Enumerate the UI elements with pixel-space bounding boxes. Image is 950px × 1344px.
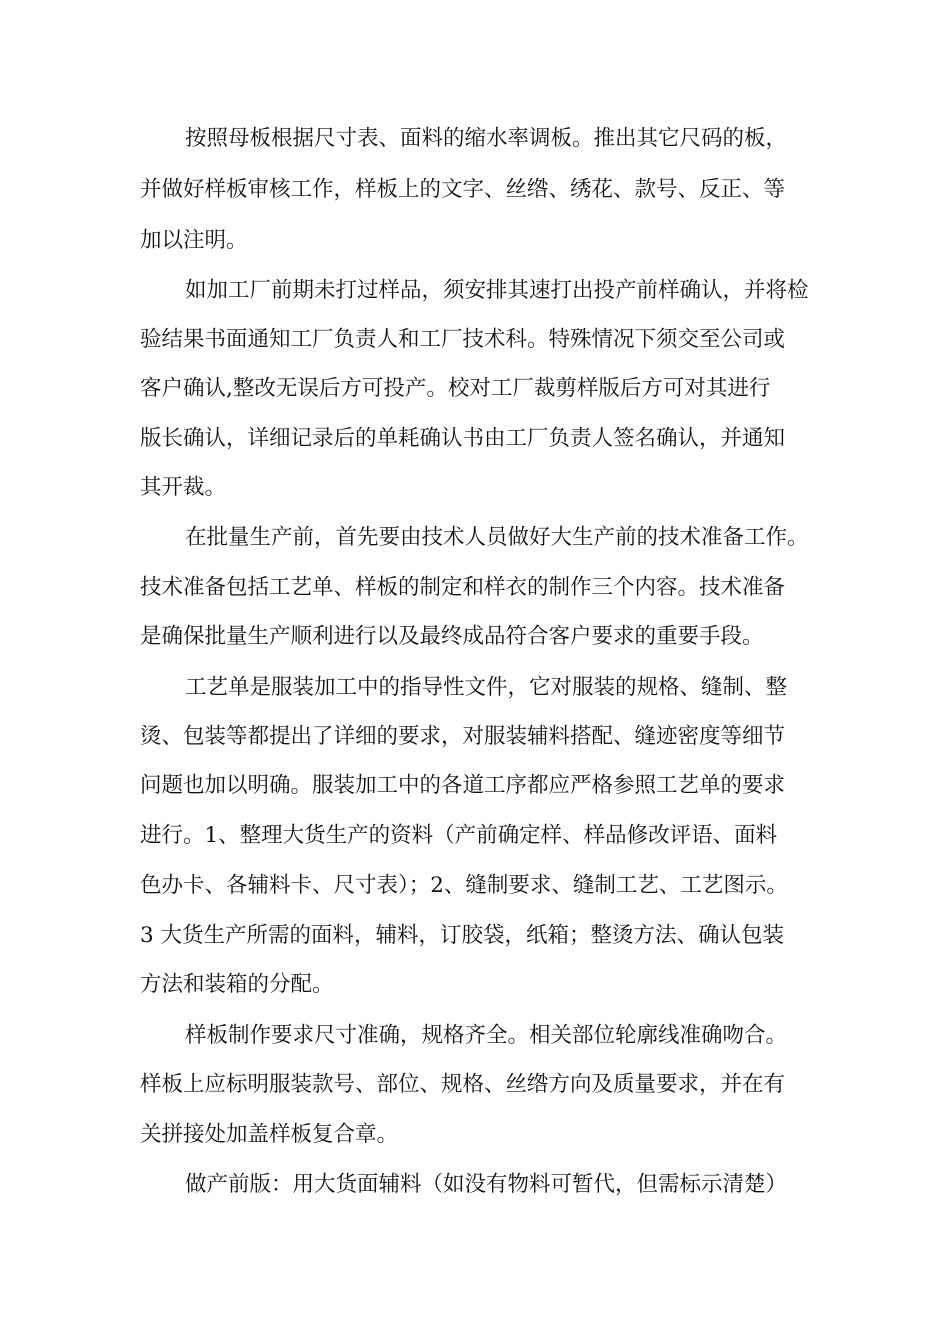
paragraph-2-line-3: 客户确认,整改无误后方可投产。校对工厂裁剪样版后方可对其进行 [140, 376, 771, 401]
paragraph-1-line-1: 按照母板根据尺寸表、面料的缩水率调板。推出其它尺码的板， [185, 126, 788, 151]
paragraph-3-line-2: 技术准备包括工艺单、样板的制定和样衣的制作三个内容。技术准备 [140, 575, 786, 600]
paragraph-4-line-6: 3 大货生产所需的面料，辅料，订胶袋，纸箱；整烫方法、确认包装 [140, 923, 785, 948]
paragraph-1-line-3: 加以注明。 [140, 228, 248, 253]
paragraph-4-line-2: 烫、包装等都提出了详细的要求，对服装辅料搭配、缝迹密度等细节 [140, 724, 786, 749]
paragraph-4-line-7: 方法和装箱的分配。 [140, 972, 334, 997]
paragraph-4-line-1: 工艺单是服装加工中的指导性文件，它对服装的规格、缝制、整 [185, 675, 788, 700]
paragraph-4-line-5: 色办卡、各辅料卡、尺寸表）；2、缝制要求、缝制工艺、工艺图示。 [140, 873, 788, 898]
paragraph-5-line-2: 样板上应标明服装款号、部位、规格、丝绺方向及质量要求，并在有 [140, 1072, 786, 1097]
paragraph-4-line-4: 进行。1、整理大货生产的资料（产前确定样、样品修改评语、面料 [140, 823, 778, 848]
paragraph-4-line-3: 问题也加以明确。服装加工中的各道工序都应严格参照工艺单的要求 [140, 773, 786, 798]
paragraph-2-line-2: 验结果书面通知工厂负责人和工厂技术科。特殊情况下须交至公司或 [140, 327, 786, 352]
paragraph-5-line-1: 样板制作要求尺寸准确，规格齐全。相关部位轮廓线准确吻合。 [185, 1023, 788, 1048]
paragraph-2-line-4: 版长确认，详细记录后的单耗确认书由工厂负责人签名确认，并通知 [140, 426, 786, 451]
paragraph-3-line-3: 是确保批量生产顺利进行以及最终成品符合客户要求的重要手段。 [140, 624, 764, 649]
paragraph-5-line-3: 关拼接处加盖样板复合章。 [140, 1122, 399, 1147]
paragraph-1-line-2: 并做好样板审核工作，样板上的文字、丝绺、绣花、款号、反正、等 [140, 177, 786, 202]
paragraph-2-line-1: 如加工厂前期未打过样品，须安排其速打出投产前样确认，并将检 [185, 278, 809, 303]
paragraph-6-line-1: 做产前版：用大货面辅料（如没有物料可暂代，但需标示清楚） [185, 1172, 788, 1197]
paragraph-3-line-1: 在批量生产前，首先要由技术人员做好大生产前的技术准备工作。 [185, 525, 809, 550]
paragraph-2-line-5: 其开裁。 [140, 475, 227, 500]
